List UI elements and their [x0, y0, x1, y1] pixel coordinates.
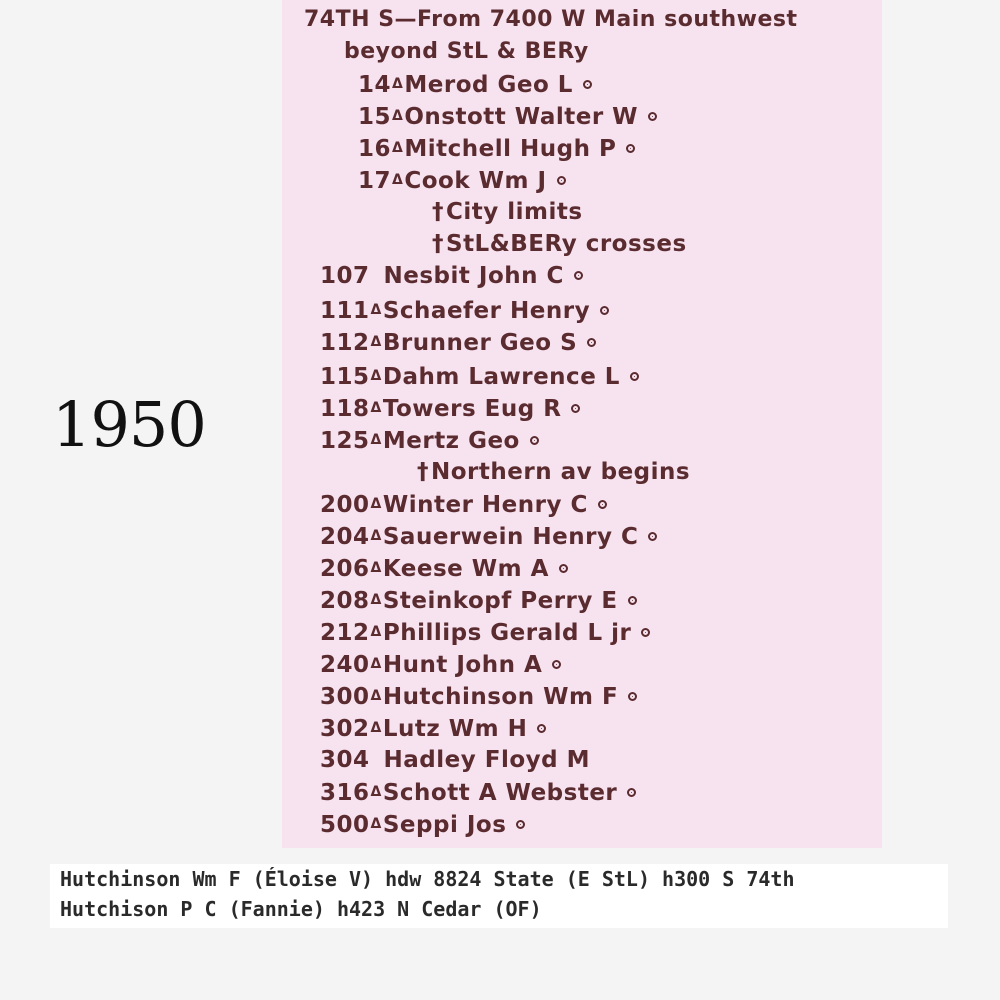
telephone-circle-icon [648, 112, 657, 121]
resident-name: Sauerwein Henry C [382, 524, 639, 550]
house-number: 204 [320, 524, 370, 550]
dagger-mark: † [432, 231, 444, 257]
homeowner-triangle-icon: Δ [370, 592, 382, 608]
house-number: 112 [320, 330, 370, 356]
directory-entry [320, 650, 561, 679]
telephone-circle-icon [516, 820, 525, 829]
house-number: 240 [320, 652, 370, 678]
dagger-mark: † [417, 459, 429, 485]
directory-entry [358, 134, 635, 163]
note-text: Northern av begins [431, 459, 691, 485]
telephone-circle-icon [552, 660, 561, 669]
homeowner-triangle-icon: Δ [370, 432, 382, 448]
homeowner-triangle-icon: Δ [370, 368, 382, 384]
resident-name: Phillips Gerald L jr [382, 620, 632, 646]
resident-name: Hadley Floyd M [383, 747, 590, 773]
directory-entry [320, 426, 539, 455]
resident-name: Nesbit John C [383, 263, 564, 289]
house-number: 206 [320, 556, 370, 582]
house-number: 316 [320, 780, 370, 806]
homeowner-triangle-icon: Δ [392, 108, 404, 124]
directory-entry [320, 328, 596, 357]
homeowner-triangle-icon: Δ [370, 816, 382, 832]
house-number: 200 [320, 492, 370, 518]
telephone-circle-icon [600, 306, 609, 315]
house-number: 208 [320, 588, 370, 614]
telephone-circle-icon [583, 80, 592, 89]
house-number: 304 [320, 747, 370, 773]
dagger-mark: † [432, 199, 444, 225]
homeowner-triangle-icon: Δ [370, 560, 382, 576]
directory-entry [320, 522, 657, 551]
directory-entry [320, 296, 609, 325]
resident-name: Keese Wm A [382, 556, 549, 582]
directory-entry [320, 746, 590, 774]
telephone-circle-icon [627, 788, 636, 797]
homeowner-triangle-icon: Δ [370, 784, 382, 800]
homeowner-triangle-icon: Δ [370, 496, 382, 512]
telephone-circle-icon [587, 338, 596, 347]
house-number: 15 [358, 104, 392, 130]
resident-name: Winter Henry C [382, 492, 588, 518]
resident-name: Dahm Lawrence L [382, 364, 620, 390]
resident-name: Schaefer Henry [382, 298, 591, 324]
house-number: 17 [358, 168, 392, 194]
directory-entry [320, 714, 546, 743]
section-note [432, 198, 583, 226]
directory-entry [320, 618, 650, 647]
telephone-circle-icon [530, 436, 539, 445]
homeowner-triangle-icon: Δ [370, 528, 382, 544]
homeowner-triangle-icon: Δ [392, 172, 404, 188]
homeowner-triangle-icon: Δ [370, 334, 382, 350]
telephone-circle-icon [626, 144, 635, 153]
telephone-circle-icon [574, 271, 583, 280]
telephone-circle-icon [559, 564, 568, 573]
telephone-circle-icon [537, 724, 546, 733]
telephone-circle-icon [630, 372, 639, 381]
resident-name: Onstott Walter W [404, 104, 639, 130]
street-subheader: beyond StL & BERy [344, 39, 589, 64]
house-number: 302 [320, 716, 370, 742]
house-number: 125 [320, 428, 370, 454]
telephone-circle-icon [628, 692, 637, 701]
homeowner-triangle-icon: Δ [370, 656, 382, 672]
resident-name: Cook Wm J [404, 168, 547, 194]
house-number: 500 [320, 812, 370, 838]
homeowner-triangle-icon: Δ [370, 302, 382, 318]
year-label: 1950 [52, 388, 206, 461]
directory-entry [320, 810, 525, 839]
directory-page [282, 0, 882, 848]
resident-name: Brunner Geo S [382, 330, 578, 356]
telephone-circle-icon [641, 628, 650, 637]
homeowner-triangle-icon: Δ [370, 688, 382, 704]
directory-entry [320, 262, 583, 290]
homeowner-triangle-icon: Δ [370, 720, 382, 736]
resident-name: Mertz Geo [382, 428, 520, 454]
resident-name: Hutchinson Wm F [382, 684, 619, 710]
note-text: City limits [446, 199, 583, 225]
clipping-line-1: Hutchinson Wm F (Éloise V) hdw 8824 State (E StL) h300 S 74th [60, 867, 795, 891]
house-number: 212 [320, 620, 370, 646]
telephone-circle-icon [598, 500, 607, 509]
directory-entry [320, 362, 639, 391]
resident-name: Schott A Webster [382, 780, 618, 806]
directory-entry [320, 554, 568, 583]
house-number: 111 [320, 298, 370, 324]
homeowner-triangle-icon: Δ [370, 400, 382, 416]
resident-name: Towers Eug R [382, 396, 562, 422]
homeowner-triangle-icon: Δ [370, 624, 382, 640]
resident-name: Mitchell Hugh P [404, 136, 617, 162]
resident-name: Hunt John A [382, 652, 543, 678]
directory-entry [358, 102, 657, 131]
street-header: 74TH S—From 7400 W Main southwest [304, 7, 798, 32]
directory-clipping [50, 864, 948, 928]
homeowner-triangle-icon: Δ [392, 140, 404, 156]
house-number: 14 [358, 72, 392, 98]
house-number: 300 [320, 684, 370, 710]
house-number: 115 [320, 364, 370, 390]
directory-entry [320, 394, 580, 423]
house-number: 118 [320, 396, 370, 422]
section-note [432, 230, 687, 258]
telephone-circle-icon [557, 176, 566, 185]
directory-entry [320, 586, 637, 615]
resident-name: Lutz Wm H [382, 716, 528, 742]
house-number: 107 [320, 263, 370, 289]
note-text: StL&BERy crosses [446, 231, 687, 257]
clipping-line-2: Hutchison P C (Fannie) h423 N Cedar (OF) [60, 897, 542, 921]
directory-entry [320, 778, 636, 807]
resident-name: Seppi Jos [382, 812, 507, 838]
directory-entry [320, 490, 607, 519]
section-note [417, 458, 690, 486]
resident-name: Merod Geo L [404, 72, 573, 98]
telephone-circle-icon [628, 596, 637, 605]
resident-name: Steinkopf Perry E [382, 588, 618, 614]
directory-entry [358, 70, 592, 99]
telephone-circle-icon [648, 532, 657, 541]
directory-entry [320, 682, 637, 711]
house-number: 16 [358, 136, 392, 162]
telephone-circle-icon [571, 404, 580, 413]
homeowner-triangle-icon: Δ [392, 76, 404, 92]
directory-entry [358, 166, 566, 195]
